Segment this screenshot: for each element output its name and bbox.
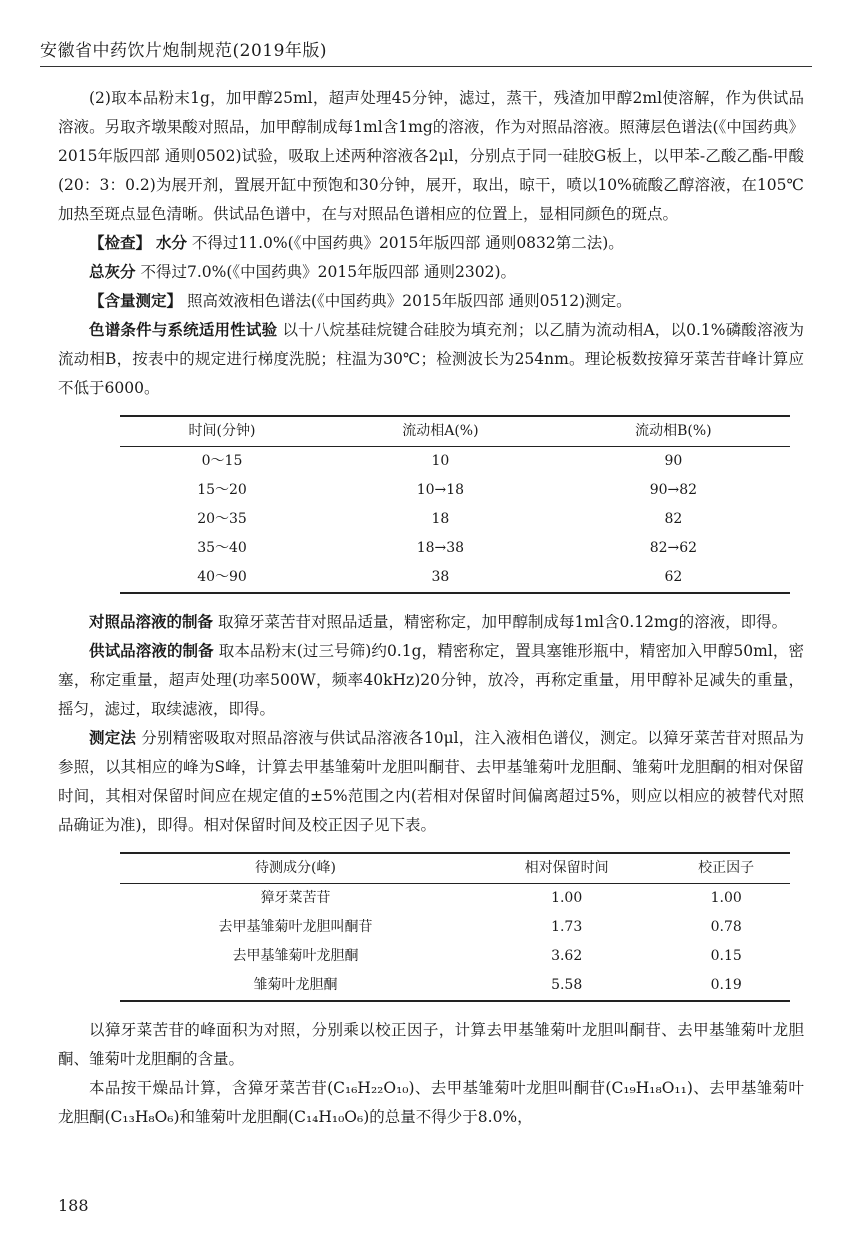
table-cell: 10: [431, 453, 450, 469]
table-row: [120, 505, 790, 534]
table-cell: 90→82: [649, 482, 698, 498]
gradient-table-header-row: [120, 416, 790, 447]
running-header: 安徽省中药饮片炮制规范(2019年版): [40, 41, 328, 61]
table-cell: 5.58: [471, 971, 662, 1001]
determination-method: [58, 724, 804, 840]
table-cell: 82: [664, 511, 683, 527]
water-text: 不得过11.0%(《中国药典》2015年版四部 通则0832第二法)。: [191, 234, 624, 252]
content-requirement: 本品按干燥品计算，含獐牙菜苦苷(C₁₆H₂₂O₁₀)、去甲基雏菊叶龙胆叫酮苷(C₁₉H₁₈O₁₁)、去甲基雏菊叶龙胆酮(C₁₃H₈O₆)和雏菊叶龙胆酮(C₁₄H₁₀O₆)的总量不得少于8.0%，: [58, 1079, 804, 1126]
assay: [58, 287, 804, 316]
page-number: 188: [58, 1196, 89, 1215]
reference-solution-prep: [58, 608, 804, 637]
table-header-cell: 流动相A(%): [324, 416, 557, 447]
ref-heading: 对照品溶液的制备: [89, 613, 214, 631]
table-cell: 0～15: [201, 453, 243, 469]
table-header-cell: 校正因子: [662, 853, 790, 884]
ref-text: 取獐牙菜苦苷对照品适量，精密称定，加甲醇制成每1ml含0.12mg的溶液，即得。: [217, 613, 788, 631]
table-cell: 1.73: [551, 919, 583, 935]
table-cell: 1.00: [551, 890, 583, 906]
header-rule: [40, 66, 812, 67]
table-header-cell: 待测成分(峰): [120, 853, 471, 884]
table-cell: 38: [324, 563, 557, 593]
table-cell: 0.19: [662, 971, 790, 1001]
table-header-cell: 流动相B(%): [557, 416, 790, 447]
table-row: [120, 563, 790, 593]
check-water: [58, 229, 804, 258]
table-cell: 40～90: [120, 563, 324, 593]
chromatographic-conditions: [58, 316, 804, 403]
table-cell: 35～40: [197, 540, 247, 556]
chrom-text: 以十八烷基硅烷键合硅胶为填充剂；以乙腈为流动相A，以0.1%磷酸溶液为流动相B，按表中的规定进行梯度洗脱；柱温为30℃；检测波长为254nm。理论板数按獐牙菜苦苷峰计算应不低于6000。: [58, 321, 804, 397]
table-cell: 82→62: [649, 540, 698, 556]
table-cell: 18→38: [416, 540, 465, 556]
table-header-cell: 相对保留时间: [471, 853, 662, 884]
table-cell: 去甲基雏菊叶龙胆酮: [232, 948, 359, 964]
water-heading: 水分: [155, 234, 187, 252]
table-row: [120, 884, 790, 914]
table-row: [120, 913, 790, 942]
assay-text: 照高效液相色谱法(《中国药典》2015年版四部 通则0512)测定。: [186, 292, 632, 310]
ash-text: 不得过7.0%(《中国药典》2015年版四部 通则2302)。: [140, 263, 516, 281]
test-solution-prep: [58, 637, 804, 724]
chrom-heading: 色谱条件与系统适用性试验: [89, 321, 278, 339]
rrt-table-header-row: [120, 853, 790, 884]
table-cell: 1.00: [710, 890, 742, 906]
method-text: 分别精密吸取对照品溶液与供试品溶液各10μl，注入液相色谱仪，测定。以獐牙菜苦苷对照品为参照，以其相应的峰为S峰，计算去甲基雏菊叶龙胆叫酮苷、去甲基雏菊叶龙胆酮、雏菊叶龙胆酮的相对保留时间，其相对保留时间应在规定值的±5%范围之内(若相对保留时间偏离超过5%，则应以相应的被替代对照品确证为准)，即得。相对保留时间及校正因子见下表。: [58, 729, 804, 834]
table-row: [120, 534, 790, 563]
table-cell: 15～20: [197, 482, 247, 498]
gradient-table: [120, 415, 790, 594]
ash-heading: 总灰分: [89, 263, 136, 281]
table-row: [120, 971, 790, 1001]
table-cell: 18: [431, 511, 450, 527]
total-ash: [58, 258, 804, 287]
table-row: [120, 476, 790, 505]
table-row: [120, 942, 790, 971]
table-header-cell: 时间(分钟): [120, 416, 324, 447]
page-body: [58, 84, 804, 1132]
table-cell: 3.62: [551, 948, 583, 964]
table-cell: 62: [557, 563, 790, 593]
table-cell: 去甲基雏菊叶龙胆叫酮苷: [218, 919, 373, 935]
calculation-paragraph: 以獐牙菜苦苷的峰面积为对照，分别乘以校正因子，计算去甲基雏菊叶龙胆叫酮苷、去甲基雏菊叶龙胆酮、雏菊叶龙胆酮的含量。: [58, 1021, 804, 1068]
table-cell: 90: [664, 453, 683, 469]
table-cell: 10→18: [416, 482, 465, 498]
check-heading: 【检查】: [89, 234, 152, 252]
table-cell: 雏菊叶龙胆酮: [120, 971, 471, 1001]
table-cell: 0.78: [710, 919, 742, 935]
table-cell: 20～35: [197, 511, 247, 527]
test-text: 取本品粉末(过三号筛)约0.1g，精密称定，置具塞锥形瓶中，精密加入甲醇50ml，密塞，称定重量，超声处理(功率500W，频率40kHz)20分钟，放冷，再称定重量，用甲醇补足减失的重量，摇匀，滤过，取续滤液，即得。: [58, 642, 804, 718]
method-heading: 测定法: [89, 729, 137, 747]
identification-paragraph-2: (2)取本品粉末1g，加甲醇25ml，超声处理45分钟，滤过，蒸干，残渣加甲醇2ml使溶解，作为供试品溶液。另取齐墩果酸对照品，加甲醇制成每1ml含1mg的溶液，作为对照品溶液。照薄层色谱法(《中国药典》2015年版四部 通则0502)试验，吸取上述两种溶液各2μl，分别点于同一硅胶G板上，以甲苯-乙酸乙酯-甲酸(20：3：0.2)为展开剂，置展开缸中预饱和30分钟，展开，取出，晾干，喷以10%硫酸乙醇溶液，在105℃加热至斑点显色清晰。供试品色谱中，在与对照品色谱相应的位置上，显相同颜色的斑点。: [58, 89, 804, 223]
test-heading: 供试品溶液的制备: [89, 642, 214, 660]
assay-heading: 【含量测定】: [89, 292, 183, 310]
table-cell: 0.15: [710, 948, 742, 964]
table-row: [120, 447, 790, 477]
table-cell: 獐牙菜苦苷: [260, 890, 331, 906]
relative-retention-table: [120, 852, 790, 1002]
